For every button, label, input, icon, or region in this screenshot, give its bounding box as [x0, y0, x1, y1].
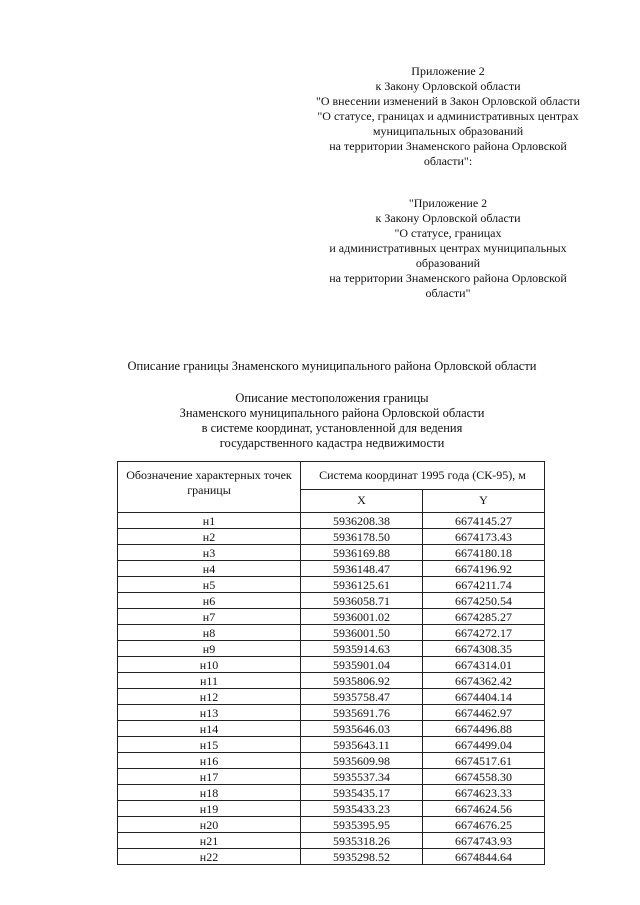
- x-coordinate-cell: 5935433.23: [301, 801, 423, 817]
- y-coordinate-cell: 6674743.93: [423, 833, 545, 849]
- table-row: [118, 577, 545, 593]
- x-coordinate-cell: 5936169.88: [301, 545, 423, 561]
- x-coordinate-cell: 5935435.17: [301, 785, 423, 801]
- point-cell: н20: [118, 817, 301, 833]
- column-header-point: Обозначение характерных точек границы: [118, 462, 301, 513]
- y-coordinate-cell: 6674844.64: [423, 849, 545, 865]
- header-line: области":: [423, 154, 473, 168]
- point-cell: н13: [118, 705, 301, 721]
- x-coordinate-cell: 5936148.47: [301, 561, 423, 577]
- point-cell: н11: [118, 673, 301, 689]
- y-coordinate-cell: 6674314.01: [423, 657, 545, 673]
- x-coordinate-cell: 5935298.52: [301, 849, 423, 865]
- table-row: [118, 641, 545, 657]
- table-row: [118, 593, 545, 609]
- y-coordinate-cell: 6674173.43: [423, 529, 545, 545]
- x-coordinate-cell: 5935537.34: [301, 769, 423, 785]
- header-line: "Приложение 2: [408, 196, 488, 210]
- appendix-header-current: [300, 64, 596, 169]
- subtitle-line: Описание местоположения границы: [235, 391, 429, 405]
- point-cell: н1: [118, 513, 301, 529]
- point-cell: н21: [118, 833, 301, 849]
- y-coordinate-cell: 6674404.14: [423, 689, 545, 705]
- point-cell: н22: [118, 849, 301, 865]
- header-line: муниципальных образований: [372, 124, 524, 138]
- point-cell: н7: [118, 609, 301, 625]
- y-coordinate-cell: 6674499.04: [423, 737, 545, 753]
- header-line: Приложение 2: [411, 64, 485, 78]
- point-cell: н19: [118, 801, 301, 817]
- point-cell: н6: [118, 593, 301, 609]
- subtitle-line: в системе координат, установленной для ведения: [201, 421, 463, 435]
- y-coordinate-cell: 6674462.97: [423, 705, 545, 721]
- point-cell: н16: [118, 753, 301, 769]
- y-coordinate-cell: 6674196.92: [423, 561, 545, 577]
- table-row: [118, 625, 545, 641]
- y-coordinate-cell: 6674250.54: [423, 593, 545, 609]
- x-coordinate-cell: 5936208.38: [301, 513, 423, 529]
- table-row: [118, 785, 545, 801]
- x-coordinate-cell: 5936125.61: [301, 577, 423, 593]
- table-row: [118, 609, 545, 625]
- column-header-coordinate-system: Система координат 1995 года (СК-95), м: [301, 462, 545, 490]
- x-coordinate-cell: 5936001.50: [301, 625, 423, 641]
- point-cell: н9: [118, 641, 301, 657]
- x-coordinate-cell: 5935643.11: [301, 737, 423, 753]
- document-title: Описание границы Знаменского муниципального района Орловской области: [127, 359, 537, 373]
- x-coordinate-cell: 5936178.50: [301, 529, 423, 545]
- y-coordinate-cell: 6674624.56: [423, 801, 545, 817]
- header-line: "О внесении изменений в Закон Орловской области: [315, 94, 581, 108]
- table-row: [118, 737, 545, 753]
- point-cell: н8: [118, 625, 301, 641]
- x-coordinate-cell: 5936001.02: [301, 609, 423, 625]
- y-coordinate-cell: 6674517.61: [423, 753, 545, 769]
- header-line: "О статусе, границах: [394, 226, 502, 240]
- table-body: [118, 513, 545, 865]
- point-cell: н2: [118, 529, 301, 545]
- x-coordinate-cell: 5936058.71: [301, 593, 423, 609]
- table-row: [118, 673, 545, 689]
- table-row: [118, 529, 545, 545]
- subtitle-line: Знаменского муниципального района Орловской области: [179, 406, 485, 420]
- header-line: области": [425, 286, 471, 300]
- y-coordinate-cell: 6674211.74: [423, 577, 545, 593]
- x-coordinate-cell: 5935758.47: [301, 689, 423, 705]
- point-cell: н14: [118, 721, 301, 737]
- table-row: [118, 705, 545, 721]
- y-coordinate-cell: 6674285.27: [423, 609, 545, 625]
- y-coordinate-cell: 6674308.35: [423, 641, 545, 657]
- y-coordinate-cell: 6674362.42: [423, 673, 545, 689]
- y-coordinate-cell: 6674496.88: [423, 721, 545, 737]
- header-line: на территории Знаменского района Орловской: [329, 139, 567, 153]
- y-coordinate-cell: 6674558.30: [423, 769, 545, 785]
- x-coordinate-cell: 5935914.63: [301, 641, 423, 657]
- x-coordinate-cell: 5935901.04: [301, 657, 423, 673]
- coordinates-table: [117, 461, 545, 865]
- point-cell: н18: [118, 785, 301, 801]
- header-line: образований: [415, 256, 481, 270]
- header-line: к Закону Орловской области: [375, 79, 521, 93]
- header-line: и административных центрах муниципальных: [329, 241, 567, 255]
- y-coordinate-cell: 6674676.25: [423, 817, 545, 833]
- header-line: на территории Знаменского района Орловской: [329, 271, 567, 285]
- point-cell: н17: [118, 769, 301, 785]
- table-row: [118, 817, 545, 833]
- y-coordinate-cell: 6674272.17: [423, 625, 545, 641]
- table-row: [118, 657, 545, 673]
- x-coordinate-cell: 5935609.98: [301, 753, 423, 769]
- header-line: "О статусе, границах и административных центрах: [317, 109, 579, 123]
- document-subtitle: [0, 391, 640, 451]
- column-header-y: Y: [423, 489, 545, 512]
- table-row: [118, 849, 545, 865]
- point-cell: н3: [118, 545, 301, 561]
- table-row: [118, 545, 545, 561]
- table-row: [118, 561, 545, 577]
- x-coordinate-cell: 5935806.92: [301, 673, 423, 689]
- point-cell: н12: [118, 689, 301, 705]
- table-row: [118, 721, 545, 737]
- x-coordinate-cell: 5935318.26: [301, 833, 423, 849]
- appendix-header-quoted: [300, 196, 596, 301]
- y-coordinate-cell: 6674180.18: [423, 545, 545, 561]
- x-coordinate-cell: 5935691.76: [301, 705, 423, 721]
- column-header-x: X: [301, 489, 423, 512]
- point-cell: н15: [118, 737, 301, 753]
- y-coordinate-cell: 6674145.27: [423, 513, 545, 529]
- header-line: к Закону Орловской области: [375, 211, 521, 225]
- subtitle-line: государственного кадастра недвижимости: [219, 436, 445, 450]
- y-coordinate-cell: 6674623.33: [423, 785, 545, 801]
- point-cell: н10: [118, 657, 301, 673]
- table-row: [118, 753, 545, 769]
- table-row: [118, 689, 545, 705]
- table-row: [118, 513, 545, 529]
- x-coordinate-cell: 5935646.03: [301, 721, 423, 737]
- point-cell: н5: [118, 577, 301, 593]
- point-cell: н4: [118, 561, 301, 577]
- table-row: [118, 801, 545, 817]
- x-coordinate-cell: 5935395.95: [301, 817, 423, 833]
- table-row: [118, 769, 545, 785]
- table-row: [118, 833, 545, 849]
